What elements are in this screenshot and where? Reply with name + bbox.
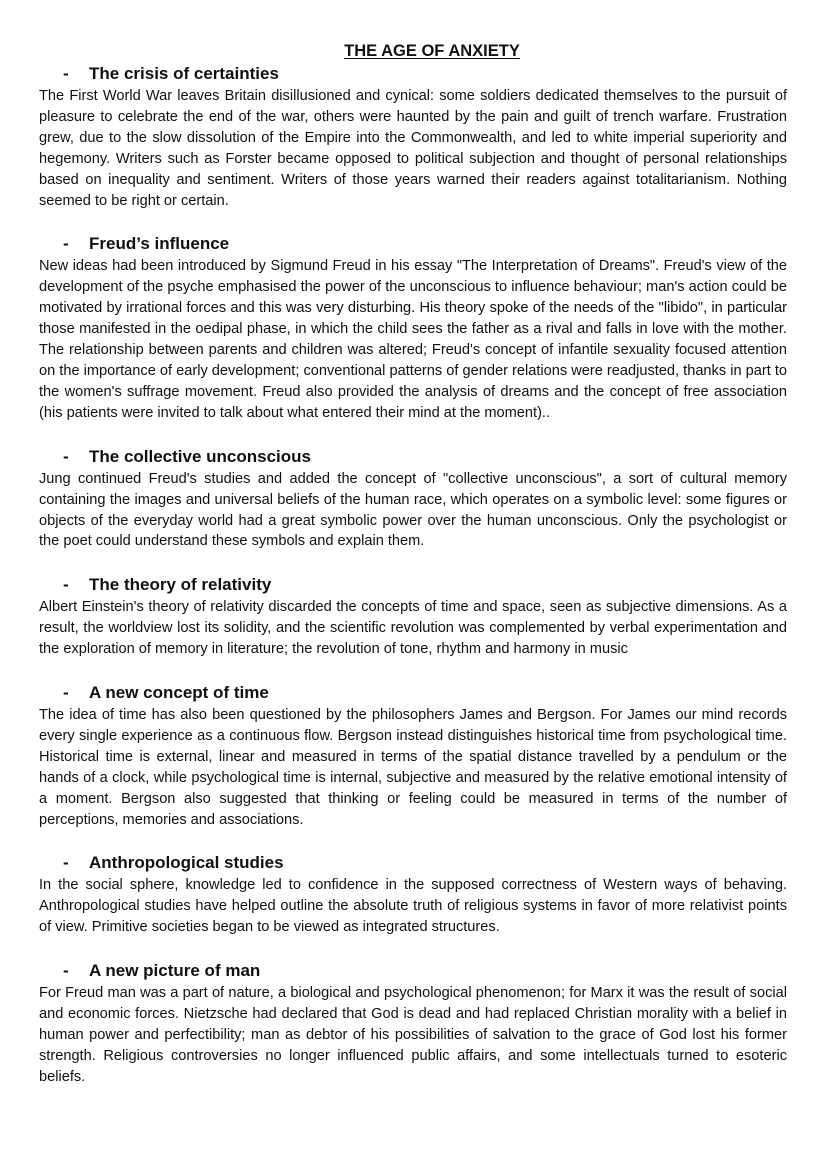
section-anthropological-studies xyxy=(39,851,787,938)
section-heading xyxy=(39,681,787,705)
section-collective-unconscious xyxy=(39,445,787,553)
dash-bullet-icon: - xyxy=(63,683,69,703)
section-heading xyxy=(39,851,787,875)
document-title: THE AGE OF ANXIETY xyxy=(344,42,520,60)
section-theory-of-relativity xyxy=(39,573,787,660)
section-heading-text: Anthropological studies xyxy=(89,853,284,873)
section-heading xyxy=(39,62,787,86)
section-body: New ideas had been introduced by Sigmund Freud in his essay "The Interpretation of Dreams". Freud's view of the development of the psyche emphasised the power of the unconscious to influence behaviour; man's action could be motivated by irrational forces and this was very disturbing. His theory spoke of the needs of the "libido", in particular those manifested in the oedipal phase, in which the child sees the father as a rival and falls in love with the mother. The relationship between parents and children was altered; Freud's concept of infantile sexuality focused attention on the importance of early development; conventional patterns of gender relations were readjusted, thanks in part to the women's suffrage movement. Freud also provided the analysis of dreams and the concept of free association (his patients were invited to talk about what entered their mind at the moment).. xyxy=(39,258,787,421)
section-heading-text: The collective unconscious xyxy=(89,446,312,466)
section-heading-text: A new picture of man xyxy=(89,961,261,981)
section-heading-text: The theory of relativity xyxy=(89,575,272,595)
dash-bullet-icon: - xyxy=(63,446,69,466)
dash-bullet-icon: - xyxy=(63,853,69,873)
section-new-picture-of-man xyxy=(39,959,787,1088)
section-new-concept-of-time xyxy=(39,681,787,830)
dash-bullet-icon: - xyxy=(63,575,69,595)
spacer xyxy=(39,830,787,851)
section-heading xyxy=(39,573,787,597)
spacer xyxy=(39,552,787,573)
section-body: The First World War leaves Britain disillusioned and cynical: some soldiers dedicated themselves to the pursuit of pleasure to celebrate the end of the war, others were haunted by the pain and guilt of trench warfare. Frustration grew, due to the slow dissolution of the Empire into the Commonwealth, and led to white imperial superiority and hegemony. Writers such as Forster became opposed to political subjection and thought of personal relationships based on inequality and sentiment. Writers of those years warned their readers against totalitarianism. Nothing seemed to be right or certain. xyxy=(39,88,787,209)
section-freuds-influence xyxy=(39,232,787,423)
section-body: In the social sphere, knowledge led to confidence in the supposed correctness of Western ways of behaving. Anthropological studies have helped outline the absolute truth of religious systems in favor of more relativist points of view. Primitive societies began to be viewed as integrated structures. xyxy=(39,877,787,936)
section-heading-text: A new concept of time xyxy=(89,683,269,703)
section-body: The idea of time has also been questioned by the philosophers James and Bergson. For James our mind records every single experience as a continuous flow. Bergson instead distinguishes historical time from psychological time. Historical time is external, linear and measured in terms of the spatial distance travelled by a pendulum or the hands of a clock, while psychological time is internal, subjective and measured by the relative emotional intensity of a moment. Bergson also suggested that thinking or feeling could be measured in terms of the number of perceptions, memories and associations. xyxy=(39,707,787,828)
spacer xyxy=(39,211,787,232)
dash-bullet-icon: - xyxy=(63,64,69,83)
section-heading xyxy=(39,232,787,256)
dash-bullet-icon: - xyxy=(63,961,69,981)
section-body: Jung continued Freud's studies and added the concept of "collective unconscious", a sort of cultural memory containing the images and universal beliefs of the human race, which operates on a symbolic level: some figures or objects of the everyday world had a great symbolic power over the human unconscious. Only the psychologist or the poet could understand these symbols and explain them. xyxy=(39,470,787,550)
section-heading-text: Freud’s influence xyxy=(89,234,230,254)
section-heading-text: The crisis of certainties xyxy=(89,64,279,83)
section-heading xyxy=(39,959,787,983)
section-crisis-of-certainties xyxy=(39,62,787,211)
dash-bullet-icon: - xyxy=(63,234,69,254)
section-body: Albert Einstein's theory of relativity discarded the concepts of time and space, seen as subjective dimensions. As a result, the worldview lost its solidity, and the scientific revolution was complemented by verbal experimentation and the exploration of memory in literature; the revolution of tone, rhythm and harmony in music xyxy=(39,599,787,658)
section-heading xyxy=(39,445,787,469)
spacer xyxy=(39,938,787,959)
spacer xyxy=(39,660,787,681)
spacer xyxy=(39,424,787,445)
section-body: For Freud man was a part of nature, a biological and psychological phenomenon; for Marx it was the result of social and economic forces. Nietzsche had declared that God is dead and had replaced Christian morality with a belief in human power and perfectibility; man as debtor of his possibilities of salvation to the grace of God lost his former strength. Religious controversies no longer influenced public affairs, and some intellectuals turned to esoteric beliefs. xyxy=(39,985,787,1085)
document-page xyxy=(39,40,787,1088)
